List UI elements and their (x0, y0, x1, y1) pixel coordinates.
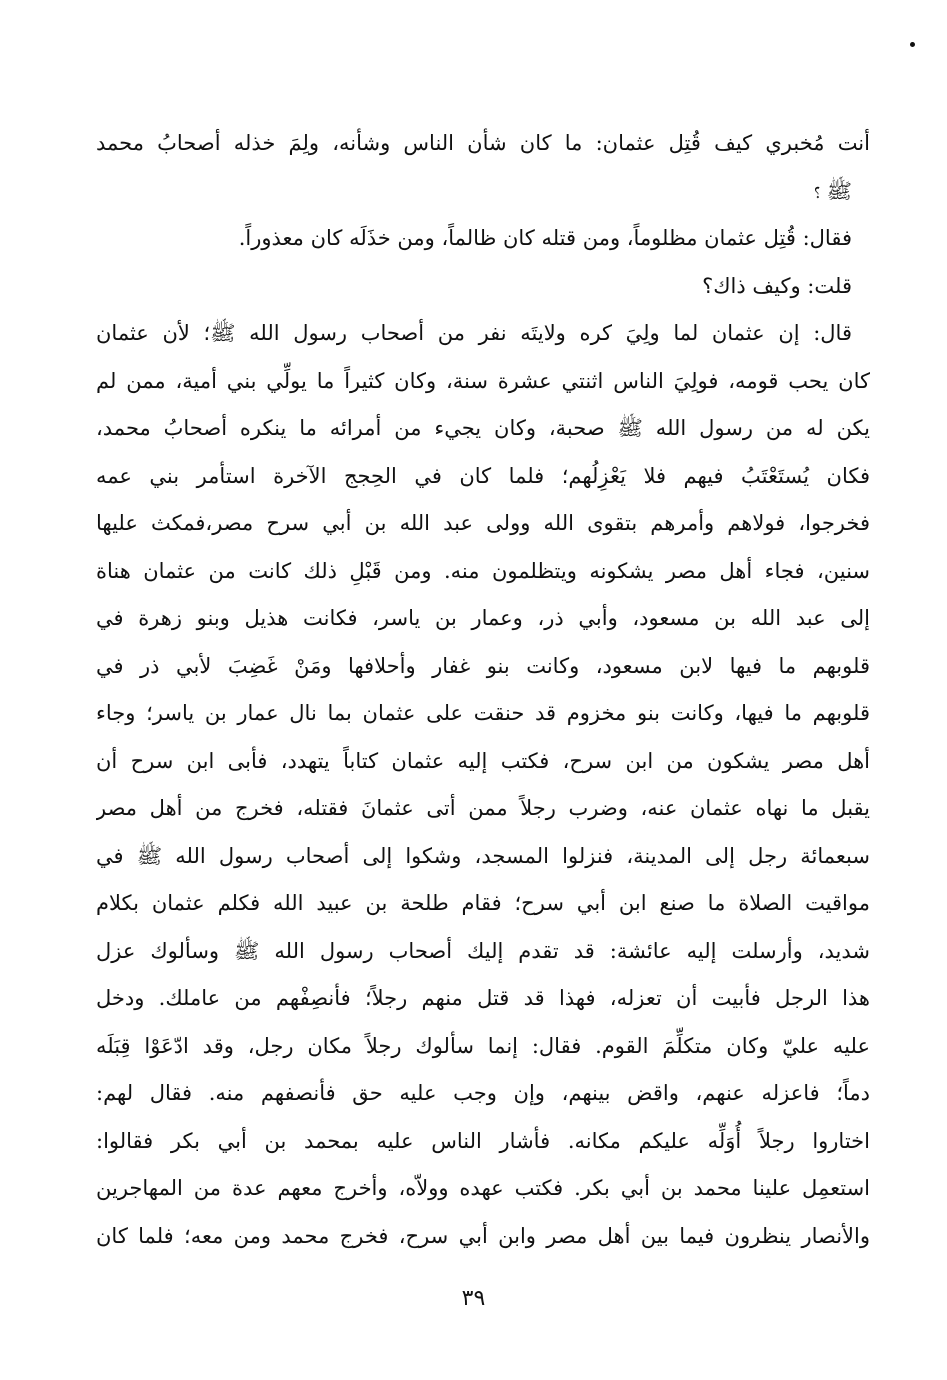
text-line: أهل مصر يشكون من ابن سرح، فكتب إليه عثمان كتاباً يتهدد، فأبى ابن سرح أن (96, 748, 870, 773)
text-line: شديد، وأرسلت إليه عائشة: قد تقدم إليك أصحاب رسول الله ﷺ وسألوك عزل (96, 938, 870, 963)
text-line: يكن له من رسول الله ﷺ صحبة، وكان يجيء من أمرائه ما ينكره أصحابُ محمد، (96, 416, 870, 440)
text-line: أنت مُخبري كيف قُتِل عثمان: ما كان شأن الناس وشأنه، ولِمَ خذله أصحابُ محمد (96, 131, 870, 155)
corner-mark (910, 42, 915, 47)
text-line: كان يحب قومه، فولِيَ الناس اثنتي عشرة سنة، وكان كثيراً ما يولِّي بني أمية، ممن لم (96, 368, 870, 393)
text-line: سبعمائة رجل إلى المدينة، فنزلوا المسجد، وشكوا إلى أصحاب رسول الله ﷺ في (96, 843, 870, 868)
text-line: قلوبهم ما فيها، وكانت بنو مخزوم قد حنقت على عثمان بما نال عمار بن ياسر؛ وجاء (96, 701, 870, 725)
text-line: قلوبهم ما فيها لابن مسعود، وكانت بنو غفار وأحلافها ومَنْ غَضِبَ لأبي ذر في (96, 653, 870, 678)
text-line: قال: إن عثمان لما ولِيَ كره ولايتَه نفر من أصحاب رسول الله ﷺ؛ لأن عثمان (96, 321, 852, 345)
text-line: فكان يُستَعْتَبُ فيهم فلا يَعْزِلُهم؛ فلما كان في الحِجج الآخرة استأمر بني عمه (96, 463, 870, 488)
text-line: دماً؛ فاعزله عنهم، واقض بينهم، وإن وجب عليه حق فأنصفهم منه. فقال لهم: (96, 1081, 870, 1105)
text-line: يقبل ما نهاه عثمان عنه، وضرب رجلاً ممن أتى عثمانَ فقتله، فخرج من أهل مصر (96, 796, 870, 820)
text-line: اختاروا رجلاً أُوَلِّه عليكم مكانه. فأشار الناس عليه بمحمد بن أبي بكر فقالوا: (96, 1128, 870, 1153)
text-line: سنين، فجاء أهل مصر يشكونه ويتظلمون منه. ومن قَبْلِ ذلك كانت من عثمان هناة (96, 558, 870, 583)
text-line: ﷺ ؟ (814, 178, 852, 203)
page-number: ٣٩ (461, 1286, 486, 1311)
text-line: عليه عليّ وكان متكلِّمَ القوم. فقال: إنما سألوك رجلاً مكان رجل، وقد ادّعَوْا قِبَلَه (96, 1033, 870, 1058)
text-line: قلت: وكيف ذاك؟ (702, 273, 852, 298)
text-line: مواقيت الصلاة ما صنع ابن أبي سرح؛ فقام طلحة بن عبيد الله فكلم عثمان بكلام (96, 891, 870, 915)
text-line: هذا الرجل فأبيت أن تعزله، فهذا قد قتل منهم رجلاً؛ فأنصِفْهم من عاملك. ودخل (96, 986, 870, 1010)
text-line: استعمِل علينا محمد بن أبي بكر. فكتب عهده وولاّه، وأخرج معهم عدة من المهاجرين (96, 1176, 870, 1200)
text-line: فقال: قُتِل عثمان مظلوماً، ومن قتله كان ظالماً، ومن خذَلَه كان معذوراً. (238, 226, 852, 250)
body-text (96, 120, 870, 1260)
text-line: إلى عبد الله بن مسعود، وأبي ذر، وعمار بن ياسر، فكانت هذيل وبنو زهرة في (96, 606, 870, 630)
text-line: والأنصار ينظرون فيما بين أهل مصر وابن أبي سرح، فخرج محمد ومن معه؛ فلما كان (96, 1223, 870, 1248)
text-line: فخرجوا، فولاهم وأمرهم بتقوى الله وولى عبد الله بن أبي سرح مصر،فمكث عليها (96, 511, 870, 535)
